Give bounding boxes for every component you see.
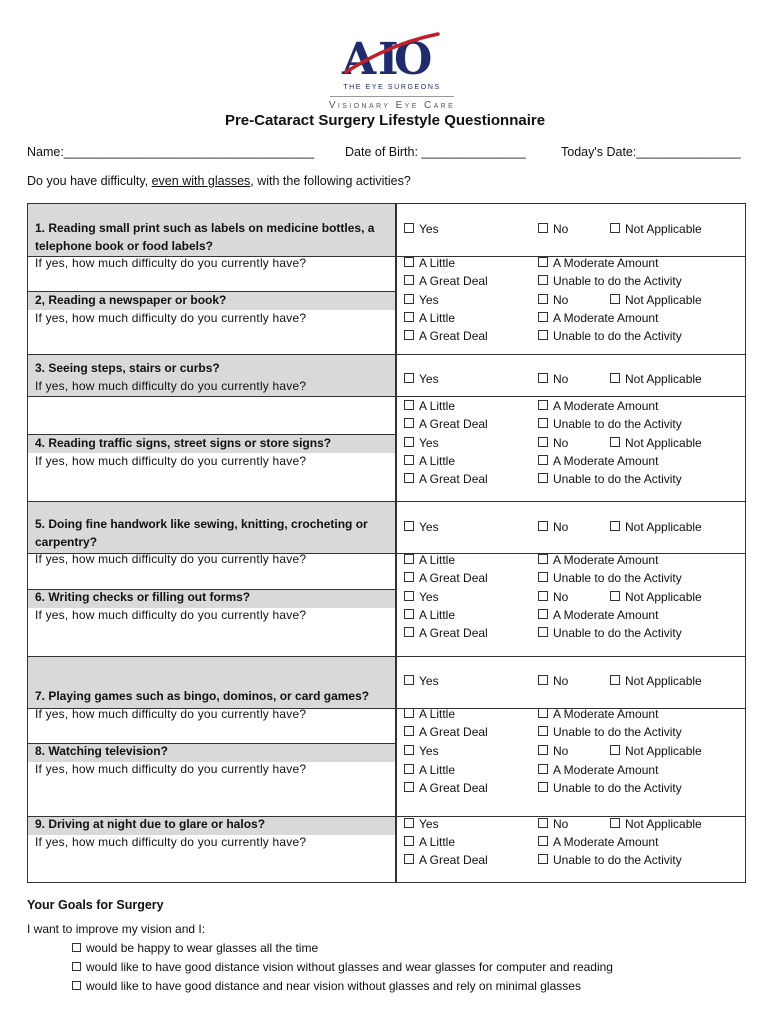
q1-little-checkbox[interactable] [404,255,455,271]
goal-option-1[interactable] [72,941,318,955]
checkbox-square-icon[interactable] [610,591,620,601]
checkbox-label: A Great Deal [419,472,488,486]
q7-great-checkbox[interactable] [404,724,488,740]
q6-no-checkbox[interactable] [538,589,568,605]
checkbox-label: Not Applicable [625,744,702,758]
goal-option-label: would like to have good distance vision without glasses and wear glasses for computer and reading [86,960,613,974]
prompt-text-start: Do you have difficulty, [27,174,152,188]
question-title: 6. Writing checks or filling out forms? [35,590,251,604]
checkbox-label: No [553,520,569,534]
goal-option-2[interactable] [72,960,613,974]
checkbox-label: A Great Deal [419,781,488,795]
checkbox-square-icon[interactable] [404,223,414,233]
q9-unable-checkbox[interactable] [538,852,682,868]
q3-na-checkbox[interactable] [610,371,702,387]
checkbox-label: Unable to do the Activity [553,274,682,288]
question-followup: If yes, how much difficulty do you currently have? [35,761,307,776]
question-followup: If yes, how much difficulty do you currently have? [35,552,307,566]
checkbox-label: Unable to do the Activity [553,725,682,739]
checkbox-square-icon[interactable] [610,818,620,828]
checkbox-label: Not Applicable [625,222,702,236]
checkbox-label: A Moderate Amount [553,707,659,721]
question-1 [35,220,387,273]
checkbox-label: Not Applicable [625,590,702,604]
checkbox-square-icon[interactable] [404,312,414,322]
checkbox-label: No [553,590,569,604]
q3-great-checkbox[interactable] [404,416,488,432]
q3-yes-checkbox[interactable] [404,371,439,387]
checkbox-label: Not Applicable [625,520,702,534]
q4-yes-checkbox[interactable] [404,435,439,451]
checkbox-square-icon[interactable] [404,572,414,582]
checkbox-square-icon[interactable] [538,591,548,601]
checkbox-square-icon[interactable] [404,745,414,755]
q6-unable-checkbox[interactable] [538,625,682,641]
q4-unable-checkbox[interactable] [538,471,682,487]
checkbox-label: A Moderate Amount [553,311,659,325]
q2-little-checkbox[interactable] [404,310,455,326]
q7-na-checkbox[interactable] [610,673,702,689]
checkbox-square-icon[interactable] [538,418,548,428]
row-divider [28,501,745,502]
checkbox-square-icon[interactable] [538,275,548,285]
checkbox-label: A Little [419,763,456,777]
question-title: 1. Reading small print such as labels on medicine bottles, a telephone book or food labels? [35,221,375,253]
checkbox-label: Not Applicable [625,293,702,307]
checkbox-square-icon[interactable] [538,473,548,483]
checkbox-square-icon[interactable] [610,223,620,233]
q4-no-checkbox[interactable] [538,435,568,451]
checkbox-label: A Great Deal [419,329,488,343]
q2-great-checkbox[interactable] [404,328,488,344]
question-8 [35,743,387,778]
question-title: 3. Seeing steps, stairs or curbs? [35,361,220,375]
clinic-logo [318,28,466,114]
q9-no-checkbox[interactable] [538,816,568,832]
checkbox-label: A Little [419,707,456,721]
question-title: 4. Reading traffic signs, street signs or store signs? [35,436,332,450]
checkbox-square-icon[interactable] [404,437,414,447]
goal-option-label: would be happy to wear glasses all the time [86,941,319,955]
checkbox-label: A Moderate Amount [553,454,659,468]
q3-no-checkbox[interactable] [538,371,568,387]
logo-tagline: THE EYE SURGEONS [343,84,441,91]
checkbox-square-icon[interactable] [538,609,548,619]
checkbox-square-icon[interactable] [538,818,548,828]
checkbox-label: A Moderate Amount [553,608,659,622]
checkbox-label: Unable to do the Activity [553,626,682,640]
row-divider [28,656,745,657]
q2-yes-checkbox[interactable] [404,292,439,308]
checkbox-label: A Moderate Amount [553,399,659,413]
checkbox-label: A Little [419,608,456,622]
goal-option-label: would like to have good distance and near vision without glasses and rely on minimal glasses [86,979,581,993]
checkbox-label: No [553,744,569,758]
question-6 [35,589,387,624]
checkbox-label: Unable to do the Activity [553,571,682,585]
checkbox-label: Unable to do the Activity [553,329,682,343]
checkbox-label: Yes [419,590,439,604]
checkbox-square-icon[interactable] [538,675,548,685]
checkbox-square-icon[interactable] [538,764,548,774]
checkbox-label: A Great Deal [419,571,488,585]
checkbox-square-icon[interactable] [404,675,414,685]
logo-subtitle: Visionary Eye Care [328,100,456,111]
q8-yes-checkbox[interactable] [404,743,439,759]
question-5 [35,516,387,569]
checkbox-square-icon[interactable] [538,330,548,340]
checkbox-square-icon[interactable] [404,782,414,792]
checkbox-square-icon[interactable] [404,708,414,718]
question-title: 7. Playing games such as bingo, dominos, or card games? [35,689,370,703]
q1-na-checkbox[interactable] [610,221,702,237]
checkbox-square-icon[interactable] [610,373,620,383]
question-followup: If yes, how much difficulty do you currently have? [35,453,307,468]
checkbox-square-icon[interactable] [404,373,414,383]
checkbox-square-icon[interactable] [404,627,414,637]
q3-moderate-checkbox[interactable] [538,398,658,414]
q6-na-checkbox[interactable] [610,589,702,605]
checkbox-square-icon[interactable] [538,373,548,383]
checkbox-square-icon[interactable] [404,591,414,601]
name-field[interactable]: Name:____________________________________ [27,145,315,159]
q9-yes-checkbox[interactable] [404,816,439,832]
checkbox-square-icon[interactable] [610,437,620,447]
checkbox-label: No [553,817,569,831]
logo-divider [330,96,454,97]
q9-great-checkbox[interactable] [404,852,488,868]
checkbox-square-icon[interactable] [404,854,414,864]
checkbox-square-icon[interactable] [404,609,414,619]
checkbox-square-icon[interactable] [404,418,414,428]
q4-na-checkbox[interactable] [610,435,702,451]
q9-na-checkbox[interactable] [610,816,702,832]
checkbox-square-icon[interactable] [404,400,414,410]
svg-text:A: A [342,34,377,82]
row-divider [28,396,745,397]
checkbox-label: A Moderate Amount [553,763,659,777]
question-followup: If yes, how much difficulty do you currently have? [35,706,307,721]
checkbox-square-icon[interactable] [538,554,548,564]
q5-na-checkbox[interactable] [610,519,702,535]
q5-unable-checkbox[interactable] [538,570,682,586]
goals-heading: Your Goals for Surgery [27,898,164,912]
checkbox-square-icon[interactable] [538,400,548,410]
question-title: 5. Doing fine handwork like sewing, knitting, crocheting or carpentry? [35,517,368,549]
q6-moderate-checkbox[interactable] [538,607,658,623]
checkbox-label: No [553,674,569,688]
checkbox-label: Unable to do the Activity [553,472,682,486]
checkbox-square-icon[interactable] [610,745,620,755]
q6-little-checkbox[interactable] [404,607,455,623]
question-followup: If yes, how much difficulty do you currently have? [35,310,307,325]
q1-no-checkbox[interactable] [538,221,568,237]
checkbox-label: Unable to do the Activity [553,417,682,431]
aio-logo-mark [338,28,448,82]
q5-moderate-checkbox[interactable] [538,552,658,568]
goals-intro: I want to improve my vision and I: [27,922,206,936]
checkbox-label: Yes [419,222,439,236]
question-2 [35,292,387,327]
q7-yes-checkbox[interactable] [404,673,439,689]
q7-no-checkbox[interactable] [538,673,568,689]
q2-moderate-checkbox[interactable] [538,310,658,326]
checkbox-square-icon[interactable] [538,455,548,465]
checkbox-square-icon[interactable] [404,818,414,828]
page-title: Pre-Cataract Surgery Lifestyle Questionnaire [224,112,546,129]
checkbox-label: A Little [419,399,456,413]
q8-no-checkbox[interactable] [538,743,568,759]
q1-moderate-checkbox[interactable] [538,255,658,271]
checkbox-square-icon[interactable] [538,312,548,322]
checkbox-label: No [553,293,569,307]
checkbox-square-icon[interactable] [404,554,414,564]
prompt-text-end: , with the following activities? [250,174,411,188]
checkbox-square-icon[interactable] [404,455,414,465]
q4-little-checkbox[interactable] [404,453,455,469]
checkbox-square-icon[interactable] [610,294,620,304]
checkbox-square-icon[interactable] [404,294,414,304]
q7-little-checkbox[interactable] [404,706,455,722]
checkbox-label: Unable to do the Activity [553,781,682,795]
question-title: 9. Driving at night due to glare or halos? [35,817,266,831]
q9-little-checkbox[interactable] [404,834,455,850]
prompt-underlined-text: even with glasses [151,174,251,188]
q3-unable-checkbox[interactable] [538,416,682,432]
question-followup: If yes, how much difficulty do you currently have? [35,256,307,270]
checkbox-label: Yes [419,744,439,758]
checkbox-label: Not Applicable [625,674,702,688]
q8-little-checkbox[interactable] [404,762,455,778]
checkbox-square-icon[interactable] [404,330,414,340]
row-divider [28,354,745,355]
checkbox-label: A Moderate Amount [553,553,659,567]
q5-little-checkbox[interactable] [404,552,455,568]
checkbox-label: A Moderate Amount [553,835,659,849]
q4-moderate-checkbox[interactable] [538,453,658,469]
q6-great-checkbox[interactable] [404,625,488,641]
q1-yes-checkbox[interactable] [404,221,439,237]
checkbox-square-icon[interactable] [610,521,620,531]
question-title: 2, Reading a newspaper or book? [35,293,227,307]
checkbox-label: Yes [419,436,439,450]
question-4 [35,435,387,470]
checkbox-label: A Little [419,553,456,567]
checkbox-square-icon[interactable] [538,257,548,267]
checkbox-label: Yes [419,674,439,688]
checkbox-square-icon[interactable] [538,521,548,531]
checkbox-label: Yes [419,817,439,831]
checkbox-square-icon[interactable] [538,782,548,792]
checkbox-square-icon[interactable] [538,437,548,447]
svg-text:I: I [378,34,399,82]
checkbox-square-icon[interactable] [72,943,81,952]
checkbox-label: Yes [419,520,439,534]
checkbox-square-icon[interactable] [72,981,81,990]
checkbox-label: A Little [419,454,456,468]
question-followup: If yes, how much difficulty do you currently have? [35,607,307,622]
checkbox-square-icon[interactable] [610,675,620,685]
q6-yes-checkbox[interactable] [404,589,439,605]
question-followup: If yes, how much difficulty do you currently have? [35,378,307,393]
checkbox-square-icon[interactable] [404,473,414,483]
checkbox-square-icon[interactable] [404,275,414,285]
q4-great-checkbox[interactable] [404,471,488,487]
checkbox-square-icon[interactable] [538,627,548,637]
difficulty-prompt [27,174,411,188]
checkbox-square-icon[interactable] [538,854,548,864]
checkbox-square-icon[interactable] [404,764,414,774]
question-3 [35,360,387,395]
checkbox-square-icon[interactable] [404,257,414,267]
q8-unable-checkbox[interactable] [538,780,682,796]
q8-great-checkbox[interactable] [404,780,488,796]
checkbox-label: Yes [419,293,439,307]
date-of-birth-field[interactable]: Date of Birth: _______________ [345,145,526,159]
checkbox-label: A Little [419,835,456,849]
checkbox-square-icon[interactable] [538,726,548,736]
goal-option-3[interactable] [72,979,581,993]
checkbox-square-icon[interactable] [72,962,81,971]
checkbox-square-icon[interactable] [538,836,548,846]
checkbox-square-icon[interactable] [404,726,414,736]
question-title: 8. Watching television? [35,744,168,758]
question-followup: If yes, how much difficulty do you currently have? [35,834,307,849]
checkbox-label: Unable to do the Activity [553,853,682,867]
checkbox-label: A Great Deal [419,725,488,739]
checkbox-label: Not Applicable [625,372,702,386]
checkbox-square-icon[interactable] [538,223,548,233]
column-divider [395,204,397,882]
checkbox-square-icon[interactable] [538,294,548,304]
checkbox-label: A Great Deal [419,417,488,431]
q5-yes-checkbox[interactable] [404,519,439,535]
checkbox-label: A Little [419,256,456,270]
q5-great-checkbox[interactable] [404,570,488,586]
checkbox-square-icon[interactable] [538,572,548,582]
checkbox-label: No [553,222,569,236]
q1-unable-checkbox[interactable] [538,273,682,289]
question-9 [35,816,387,851]
q9-moderate-checkbox[interactable] [538,834,658,850]
q2-unable-checkbox[interactable] [538,328,682,344]
q8-na-checkbox[interactable] [610,743,702,759]
checkbox-label: Yes [419,372,439,386]
todays-date-field[interactable]: Today's Date:_______________ [561,145,741,159]
checkbox-label: A Great Deal [419,274,488,288]
checkbox-label: No [553,436,569,450]
q3-little-checkbox[interactable] [404,398,455,414]
activity-table [27,203,746,883]
checkbox-square-icon[interactable] [404,836,414,846]
checkbox-label: A Great Deal [419,626,488,640]
q5-no-checkbox[interactable] [538,519,568,535]
checkbox-square-icon[interactable] [404,521,414,531]
checkbox-label: No [553,372,569,386]
q8-moderate-checkbox[interactable] [538,762,658,778]
svg-text:O: O [394,34,433,82]
checkbox-label: Not Applicable [625,436,702,450]
checkbox-label: A Little [419,311,456,325]
q7-moderate-checkbox[interactable] [538,706,658,722]
checkbox-label: A Moderate Amount [553,256,659,270]
q2-na-checkbox[interactable] [610,292,702,308]
q2-no-checkbox[interactable] [538,292,568,308]
checkbox-label: A Great Deal [419,853,488,867]
checkbox-square-icon[interactable] [538,708,548,718]
question-7 [35,688,387,723]
checkbox-square-icon[interactable] [538,745,548,755]
q7-unable-checkbox[interactable] [538,724,682,740]
q1-great-checkbox[interactable] [404,273,488,289]
checkbox-label: Not Applicable [625,817,702,831]
